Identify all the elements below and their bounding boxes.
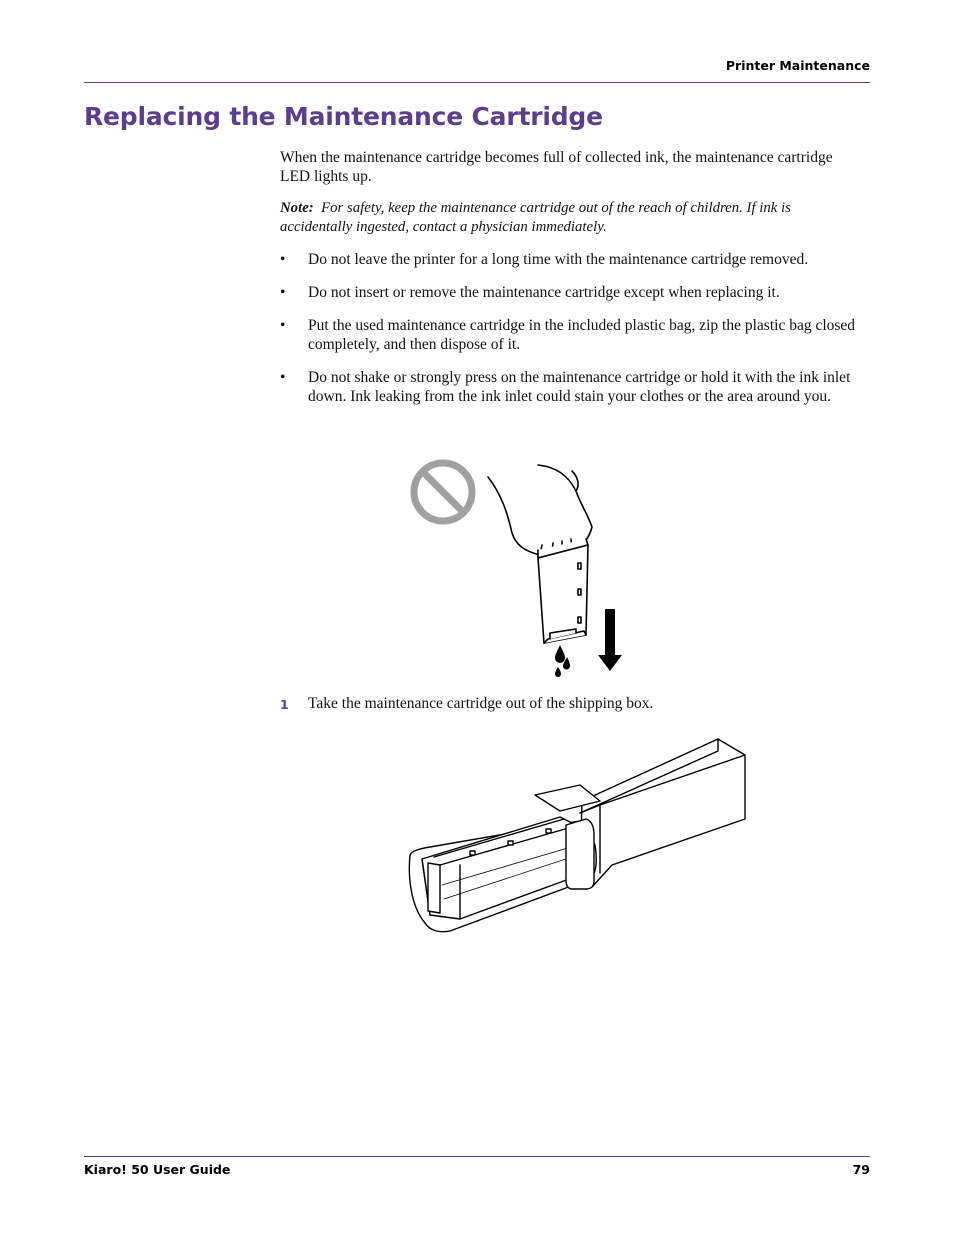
hand-holding-cartridge (488, 465, 592, 643)
list-item (280, 250, 870, 269)
page-title: Replacing the Maintenance Cartridge (84, 102, 603, 131)
footer-guide-name: Kiaro! 50 User Guide (84, 1162, 231, 1177)
no-inlet-down-illustration (400, 455, 640, 680)
bullet-mark: • (280, 284, 286, 301)
header-rule (84, 82, 870, 83)
running-header: Printer Maintenance (725, 58, 870, 73)
cartridge-box-illustration (400, 735, 750, 935)
step-text: Take the maintenance cartridge out of the shipping box. (308, 695, 654, 712)
down-arrow-icon (598, 609, 622, 671)
list-item-text: Do not shake or strongly press on the maintenance cartridge or hold it with the ink inlet down. Ink leaking from the ink inlet could stain your clothes or the area around you. (308, 369, 851, 405)
intro-paragraph: When the maintenance cartridge becomes full of collected ink, the maintenance cartridge LED lights up. (280, 149, 833, 185)
safety-note (280, 199, 865, 237)
page-number: 79 (852, 1162, 870, 1177)
list-item (280, 316, 870, 354)
step-number: 1 (280, 697, 289, 712)
bullet-mark: • (280, 317, 286, 334)
footer-rule (84, 1156, 870, 1157)
list-item-text: Put the used maintenance cartridge in the included plastic bag, zip the plastic bag closed completely, and then dispose of it. (308, 317, 856, 353)
note-text: For safety, keep the maintenance cartridge out of the reach of children. If ink is accidentally ingested, contact a physician immediately. (280, 200, 791, 235)
ink-drop-icon (555, 645, 570, 677)
list-item (280, 283, 870, 302)
shipping-box (580, 739, 745, 887)
note-label: Note: (280, 200, 314, 216)
bullet-mark: • (280, 251, 286, 268)
list-item (280, 368, 870, 406)
bullet-mark: • (280, 369, 286, 386)
list-item-text: Do not leave the printer for a long time with the maintenance cartridge removed. (308, 251, 809, 268)
caution-list (280, 250, 870, 420)
prohibition-icon (414, 463, 472, 521)
list-item-text: Do not insert or remove the maintenance cartridge except when replacing it. (308, 284, 780, 301)
